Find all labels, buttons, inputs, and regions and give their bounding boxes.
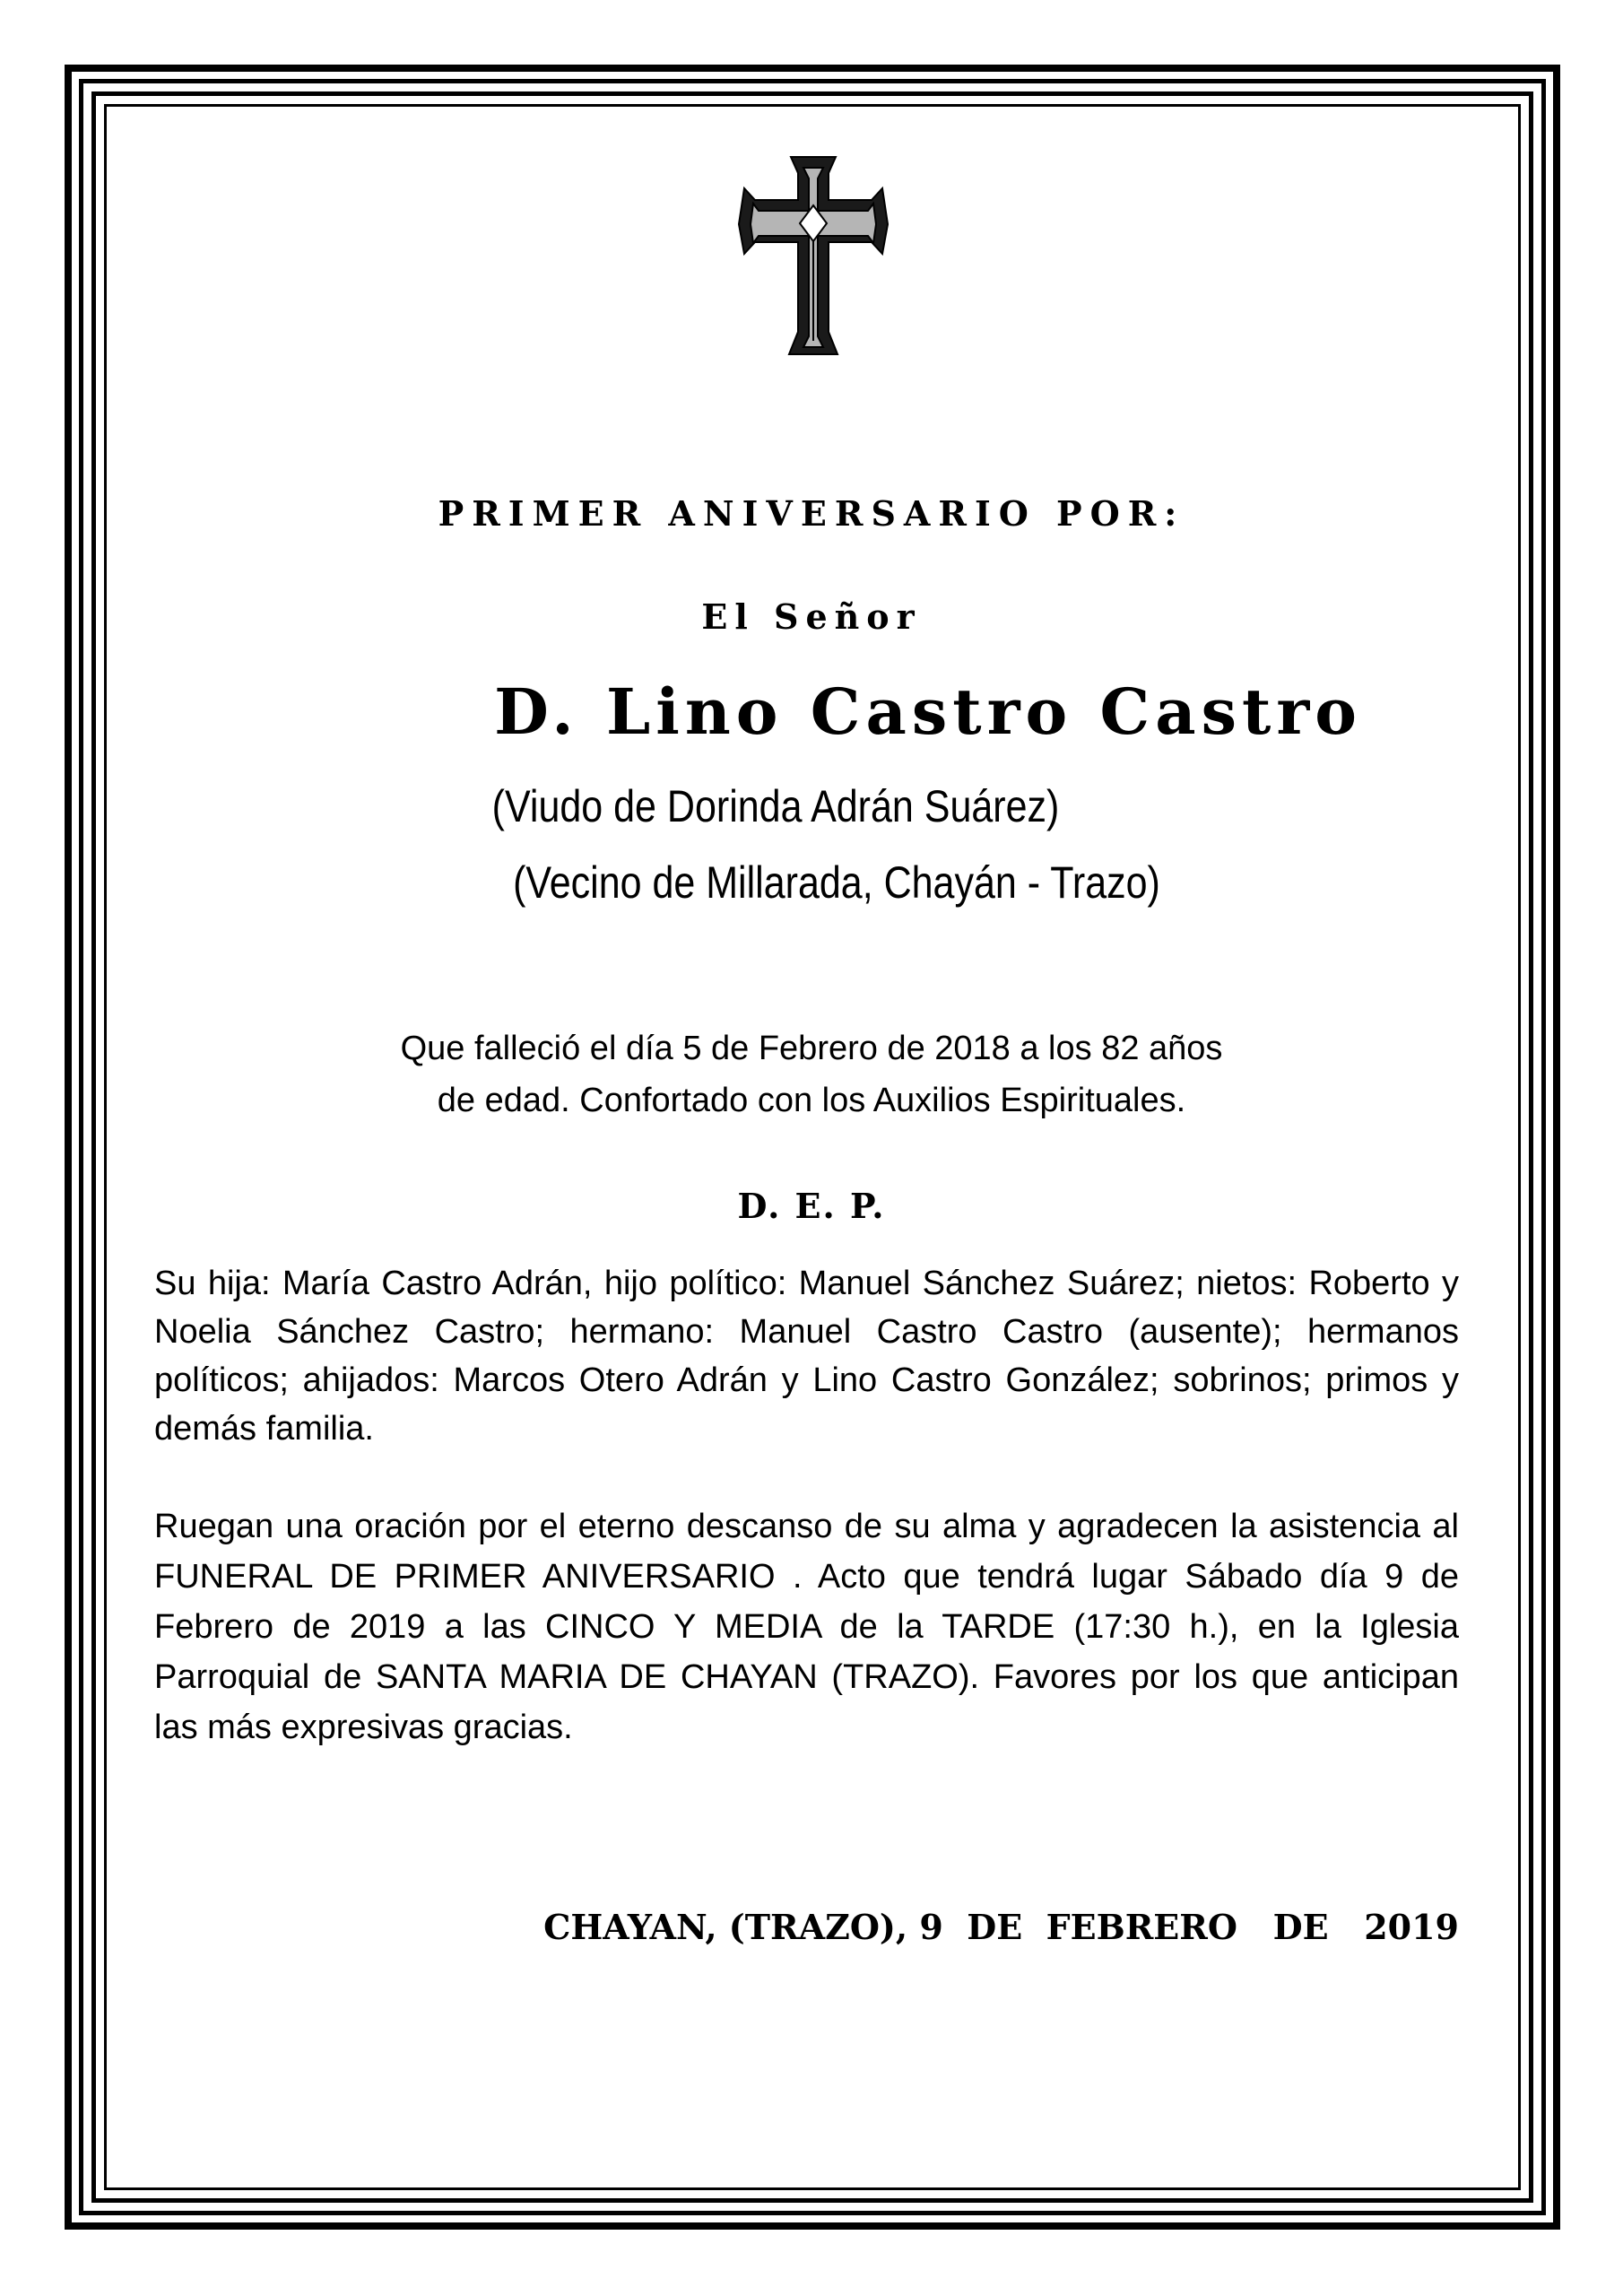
death-notice-line-2: de edad. Confortado con los Auxilios Espirituales. bbox=[437, 1082, 1186, 1119]
cross-icon bbox=[737, 148, 890, 363]
inner-border bbox=[104, 104, 1521, 2190]
anniversary-heading: PRIMER ANIVERSARIO POR: bbox=[438, 493, 1185, 534]
honorific: El Señor bbox=[701, 596, 922, 637]
widower-line: (Viudo de Dorinda Adrán Suárez) bbox=[491, 781, 1060, 831]
place-date-line: CHAYAN, (TRAZO), 9 DE FEBRERO DE 2019 bbox=[543, 1907, 1459, 1947]
family-paragraph: Su hija: María Castro Adrán, hijo político: Manuel Sánchez Suárez; nietos: Roberto y Noelia Sánchez Castro; hermano: Manuel Castro Castro (ausente); hermanos políticos; ahijados: Marcos Otero Adrán y Lino Castro González; sobrinos; primos y demás familia. bbox=[154, 1265, 1459, 1448]
deceased-name: D. Lino Castro Castro bbox=[494, 674, 1362, 749]
service-request-paragraph: Ruegan una oración por el eterno descanso de su alma y agradecen la asistencia al FUNERAL DE PRIMER ANIVERSARIO . Acto que tendrá lugar Sábado día 9 de Febrero de 2019 a las CINCO Y MEDIA de la TARDE (17:30 h.), en la Iglesia Parroquial de SANTA MARIA DE CHAYAN (TRAZO). Favores por los que anticipan las más expresivas gracias. bbox=[154, 1508, 1459, 1746]
rip-abbreviation: D. E. P. bbox=[737, 1186, 886, 1226]
death-notice bbox=[0, 1022, 1623, 1126]
resident-line: (Vecino de Millarada, Chayán - Trazo) bbox=[513, 857, 1160, 908]
death-notice-line-1: Que falleció el día 5 de Febrero de 2018 a los 82 años bbox=[400, 1030, 1223, 1067]
